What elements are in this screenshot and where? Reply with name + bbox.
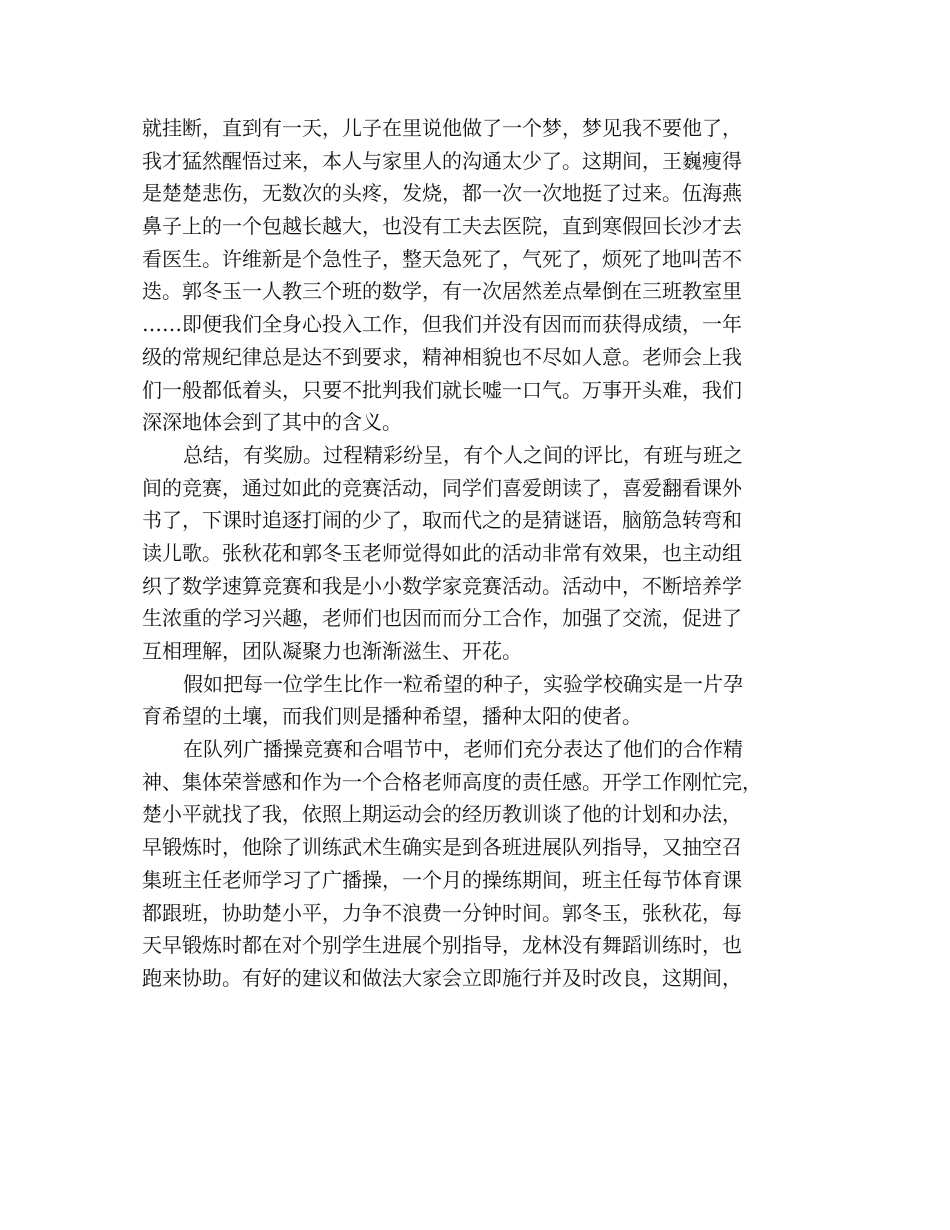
- text-line: 就挂断，直到有一天，儿子在里说他做了一个梦，梦见我不要他了，: [142, 116, 742, 140]
- text-line: 书了，下课时追逐打闹的少了，取而代之的是猜谜语，脑筋急转弯和: [142, 508, 742, 533]
- text-line: 天早锻炼时都在对个别学生进展个别指导，龙林没有舞蹈训练时，也: [142, 933, 742, 958]
- document-body: [142, 112, 822, 995]
- text-line: 是楚楚悲伤，无数次的头疼，发烧，都一次一次地挺了过来。伍海燕: [142, 181, 742, 206]
- text-line: 们一般都低着头，只要不批判我们就长嘘一口气。万事开头难，我们: [142, 377, 742, 402]
- text-line: 级的常规纪律总是达不到要求，精神相貌也不尽如人意。老师会上我: [142, 344, 742, 369]
- text-line: 迭。郭冬玉一人教三个班的数学，有一次居然差点晕倒在三班教室里: [142, 279, 742, 304]
- text-line: 鼻子上的一个包越长越大，也没有工夫去医院，直到寒假回长沙才去: [142, 214, 742, 239]
- text-line: 深深地体会到了其中的含义。: [142, 410, 402, 435]
- text-line: 集班主任老师学习了广播操，一个月的操练期间，班主任每节体育课: [142, 867, 742, 892]
- text-line: 生浓重的学习兴趣，老师们也因而而分工合作，加强了交流，促进了: [142, 606, 742, 631]
- text-line: 育希望的土壤，而我们则是播种希望，播种太阳的使者。: [142, 704, 642, 729]
- text-line: 神、集体荣誉感和作为一个合格老师高度的责任感。开学工作刚忙完，: [142, 769, 762, 794]
- paragraph-start-line: 总结，有奖励。过程精彩纷呈，有个人之间的评比，有班与班之: [183, 442, 743, 467]
- text-line: 早锻炼时，他除了训练武术生确实是到各班进展队列指导，又抽空召: [142, 835, 742, 860]
- text-line: 楚小平就找了我，依照上期运动会的经历教训谈了他的计划和办法，: [142, 802, 742, 827]
- paragraph-start-line: 在队列广播操竞赛和合唱节中，老师们充分表达了他们的合作精: [183, 737, 743, 762]
- text-line: 读儿歌。张秋花和郭冬玉老师觉得如此的活动非常有效果，也主动组: [142, 540, 742, 565]
- paragraph-start-line: 假如把每一位学生比作一粒希望的种子，实验学校确实是一片孕: [183, 671, 743, 696]
- text-line: 跑来协助。有好的建议和做法大家会立即施行并及时改良，这期间，: [142, 965, 742, 990]
- text-line: 我才猛然醒悟过来，本人与家里人的沟通太少了。这期间，王巍瘦得: [142, 148, 742, 173]
- text-line: ……即便我们全身心投入工作，但我们并没有因而而获得成绩，一年: [142, 312, 742, 337]
- text-line: 织了数学速算竞赛和我是小小数学家竞赛活动。活动中，不断培养学: [142, 573, 742, 598]
- text-line: 互相理解，团队凝聚力也渐渐滋生、开花。: [142, 639, 522, 663]
- text-line: 间的竞赛，通过如此的竞赛活动，同学们喜爱朗读了，喜爱翻看课外: [142, 475, 742, 500]
- text-line: 看医生。许维新是个急性子，整天急死了，气死了，烦死了地叫苦不: [142, 246, 742, 271]
- text-line: 都跟班，协助楚小平，力争不浪费一分钟时间。郭冬玉，张秋花，每: [142, 900, 742, 925]
